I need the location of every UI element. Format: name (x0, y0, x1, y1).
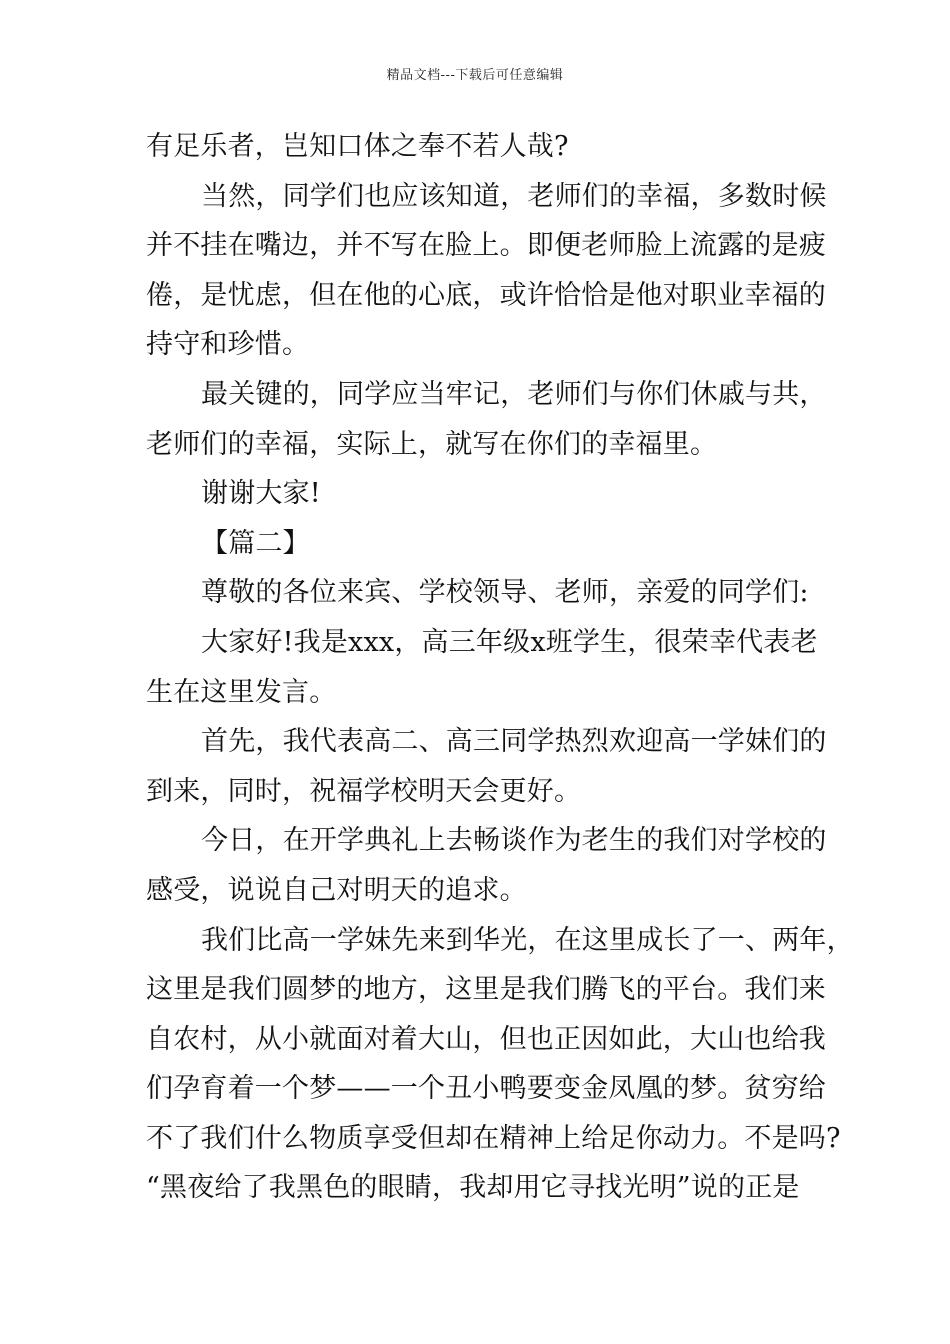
text-line: 首先，我代表高二、高三同学热烈欢迎高一学妹们的 (201, 726, 827, 758)
text-line: 谢谢大家! (201, 478, 321, 510)
text-line: 尊敬的各位来宾、学校领导、老师，亲爱的同学们: (201, 577, 809, 609)
text-line: 并不挂在嘴边，并不写在脸上。即便老师脸上流露的是疲 (146, 230, 826, 262)
text-line: 这里是我们圆梦的地方，这里是我们腾飞的平台。我们来 (146, 974, 826, 1006)
text-line: 我们比高一学妹先来到华光，在这里成长了一、两年， (201, 924, 854, 956)
text-line: 有足乐者，岂知口体之奉不若人哉? (146, 131, 569, 162)
text-line: 持守和珍惜。 (146, 329, 310, 361)
text-line: 最关键的，同学应当牢记，老师们与你们休戚与共， (201, 378, 827, 410)
text-line: 不了我们什么物质享受但却在精神上给足你动力。不是吗? (146, 1122, 841, 1154)
text-line: 今日，在开学典礼上去畅谈作为老生的我们对学校的 (201, 825, 827, 857)
text-line: 生在这里发言。 (146, 676, 337, 708)
text-line: 当然，同学们也应该知道，老师们的幸福，多数时候 (201, 180, 827, 212)
page-header: 精品文档---下载后可任意编辑 (386, 68, 564, 83)
text-line: 倦，是忧虑，但在他的心底，或许恰恰是他对职业幸福的 (146, 279, 826, 311)
document-body (146, 122, 854, 1213)
text-line: 到来，同时，祝福学校明天会更好。 (146, 775, 582, 807)
text-line: 们孕育着一个梦——一个丑小鸭要变金凤凰的梦。贫穷给 (146, 1073, 826, 1105)
text-line: 自农村，从小就面对着大山，但也正因如此，大山也给我 (146, 1023, 826, 1055)
section-heading: 【篇二】 (201, 527, 310, 559)
text-line: 感受，说说自己对明天的追求。 (146, 874, 527, 906)
text-line: 大家好!我是xxx，高三年级x班学生，很荣幸代表老 (201, 626, 818, 658)
text-line: 老师们的幸福，实际上，就写在你们的幸福里。 (146, 428, 718, 460)
text-line: “黑夜给了我黑色的眼睛，我却用它寻找光明”说的正是 (146, 1172, 800, 1204)
